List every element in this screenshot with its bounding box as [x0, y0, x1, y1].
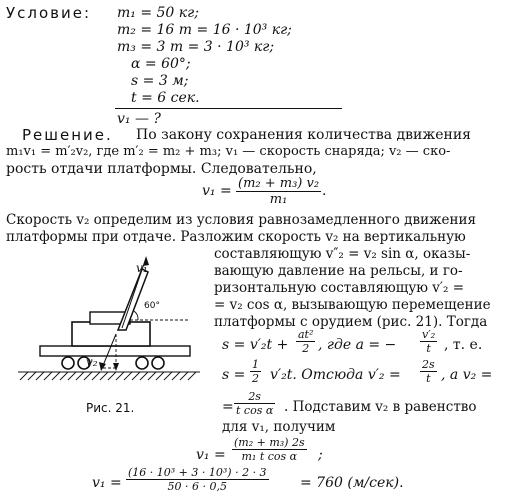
solution-label: Решение. [22, 126, 113, 144]
eq-v2-frac-num: 2s [248, 390, 261, 403]
ground-hatch [18, 372, 200, 380]
label-v2: v₂ [86, 355, 98, 369]
given-row-t: t = 6 сек. [131, 90, 200, 106]
right-line-2: вающую давление на рельсы, и го- [214, 263, 463, 279]
eq-s-frac2 [420, 328, 437, 355]
platform-deck [40, 346, 190, 356]
eq-v2-start: = [222, 399, 234, 415]
wheel-right-1 [136, 357, 148, 369]
eq-s2-frac2-num: 2s [422, 358, 435, 371]
given-row-m2: m₂ = 16 т = 16 · 10³ кг; [117, 22, 292, 38]
eq-s2-mid: v′₂t. Отсюда v′₂ = [270, 367, 401, 383]
eq2-fraction [232, 436, 307, 463]
eq-s2-frac1 [250, 358, 261, 385]
label-angle: 60° [144, 301, 160, 311]
eq-s2-frac2 [420, 358, 437, 385]
eq-s-start: s = v′₂t + [222, 337, 289, 353]
eq-s-end: , т. е. [444, 337, 483, 353]
eq1-lhs: v₁ = [202, 183, 232, 199]
right-line-4: = v₂ cos α, вызывающую перемещение [214, 297, 491, 313]
eq-s-mid: , где a = − [318, 337, 397, 353]
given-row-s: s = 3 м; [131, 73, 189, 89]
right-line-1: составляющую v″₂ = v₂ sin α, оказы- [214, 246, 471, 262]
v2-arrowhead [99, 362, 106, 371]
given-divider [115, 108, 342, 109]
eq-v2-frac [234, 390, 275, 417]
eq3-fraction [126, 466, 269, 493]
v2-vertical-arrowhead [113, 363, 119, 371]
eq2-denominator: m₁ t cos α [241, 450, 298, 463]
eq1-numerator: (m₂ + m₃) v₂ [238, 176, 320, 191]
eq-v2-frac-den: t cos α [236, 404, 274, 417]
angle-arc [134, 311, 138, 320]
eq2-lhs: v₁ = [196, 447, 226, 463]
para2-line-1: Скорость v₂ определим из условия равнозамедленного движения [6, 212, 476, 228]
eq-s-frac1 [296, 328, 315, 355]
wheel-left-1 [62, 357, 74, 369]
solution-line-3: рость отдачи платформы. Следовательно, [6, 161, 317, 177]
eq1-fraction [236, 176, 321, 207]
eq-s-frac1-den: 2 [302, 342, 310, 355]
eq3-lhs: v₁ = [92, 475, 122, 491]
gun-body [72, 322, 150, 346]
given-label: Условие: [6, 4, 92, 22]
eq-s2-end: , a v₂ = [441, 367, 493, 383]
eq3-denominator: 50 · 6 · 0,5 [167, 480, 228, 493]
given-row-alpha: α = 60°; [131, 56, 191, 72]
right-line-5: платформы с орудием (рис. 21). Тогда [214, 314, 488, 330]
eq-s-frac2-num: v′₂ [422, 328, 436, 341]
eq-s-frac1-num: at² [298, 328, 314, 341]
eq-s2-frac1-num: 1 [252, 358, 259, 371]
right-line-3: ризонтальную составляющую v′₂ = [214, 280, 465, 296]
line-for-v1: для v₁, получим [222, 419, 336, 435]
eq-v2-end: . Подставим v₂ в равенство [284, 399, 477, 415]
given-unknown: v₁ — ? [117, 111, 161, 127]
eq1-tail: . [322, 183, 327, 199]
eq3-numerator: (16 · 10³ + 3 · 10³) · 2 · 3 [128, 466, 267, 479]
eq-s2-frac2-den: t [426, 372, 431, 385]
given-row-m3: m₃ = 3 т = 3 · 10³ кг; [117, 39, 275, 55]
solution-line-2: m₁v₁ = m′₂v₂, где m′₂ = m₂ + m₃; v₁ — скорость снаряда; v₂ — ско- [6, 144, 451, 159]
eq2-numerator: (m₂ + m₃) 2s [234, 436, 305, 449]
label-v1: v₁ [136, 261, 148, 275]
eq3-result: = 760 (м/сек). [300, 475, 404, 491]
eq-s2-frac1-den: 2 [252, 372, 259, 385]
eq-s2-start: s = [222, 367, 246, 383]
given-row-m1: m₁ = 50 кг; [117, 5, 199, 21]
solution-line-1: По закону сохранения количества движения [136, 127, 472, 143]
gun-barrel [118, 269, 148, 330]
figure-caption: Рис. 21. [86, 401, 135, 415]
wheel-right-2 [152, 357, 164, 369]
eq1-denominator: m₁ [269, 192, 288, 207]
figure-21 [10, 250, 210, 400]
eq-s-frac2-den: t [426, 342, 431, 355]
para2-line-2: платформы при отдаче. Разложим скорость v₂ на вертикальную [6, 229, 466, 245]
eq2-tail: ; [318, 447, 323, 463]
